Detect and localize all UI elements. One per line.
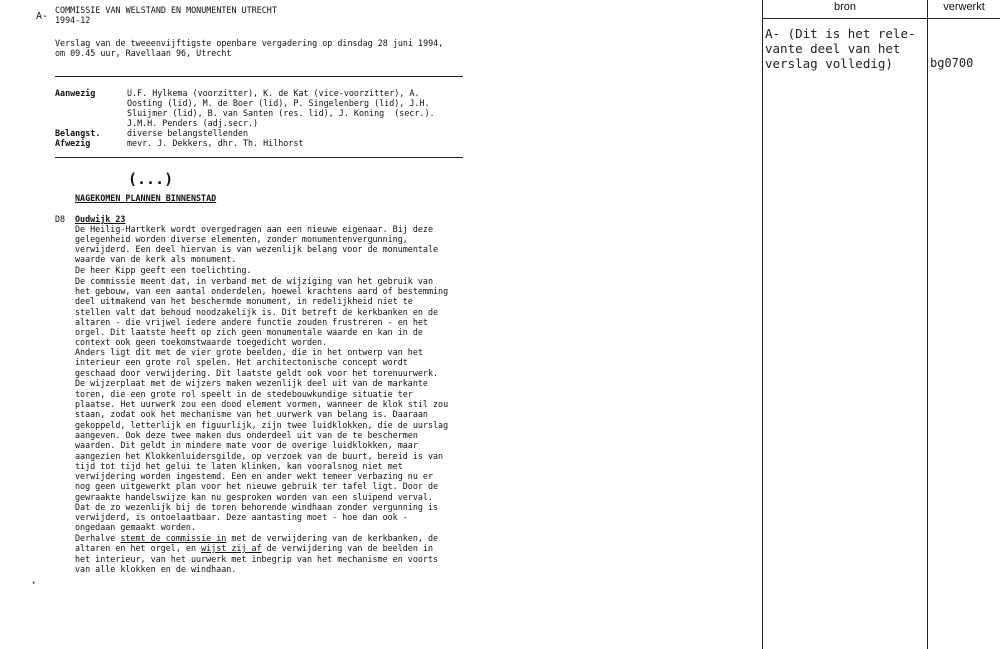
body-line: waarde van de kerk als monument.: [75, 254, 237, 264]
body-line: De heer Kipp geeft een toelichting.: [75, 265, 252, 275]
body-line: gelegenheid worden diverse elementen, zonder monumentenvergunning,: [75, 234, 408, 244]
body-line: aangeven. Ook deze twee maken dus onderdeel uit van de te beschermen: [75, 430, 418, 440]
bron-note-line-1: A- (Dit is het rele-: [765, 26, 916, 41]
body-line: deel uitmakend van het beschermde monument, in redelijkheid niet te: [75, 296, 413, 306]
conclusion-reject: wijst zij af: [201, 543, 262, 553]
conclusion-text: met de verwijdering van de kerkbanken, de: [226, 533, 439, 543]
item-code: D8: [55, 214, 66, 224]
body-line: ongedaan gemaakt worden.: [75, 522, 197, 532]
verwerkt-code: bg0700: [930, 56, 974, 70]
body-line: orgel. Dit laatste heeft op zich geen monumentale waarde en kan in de: [75, 327, 423, 337]
table-header-rule: [762, 18, 1000, 19]
body-line: stellen valt dat behoud noodzakelijk is. Dit betreft de kerkbanken en de: [75, 307, 439, 317]
present-label: Aanwezig: [55, 88, 96, 98]
intro-line-2: om 09.45 uur, Ravellaan 96, Utrecht: [55, 48, 232, 58]
body-line: gekoppeld, letterlijk en figuurlijk, zijn twee luidklokken, die de uurslag: [75, 420, 449, 430]
body-line: staan, zodat ook het mechanisme van het uurwerk van belang is. Daaraan: [75, 409, 428, 419]
body-line: tijd tot tijd het gelui te laten klinken, kan vooralsnog niet met: [75, 461, 403, 471]
body-line: aangezien het Klokkenluidersgilde, op verzoek van de buurt, bereid is van: [75, 451, 444, 461]
header-verwerkt: verwerkt: [943, 1, 985, 13]
body-line: interieur een grote rol spelen. Het architectonische concept wordt: [75, 357, 408, 367]
body-line: verwijderd. Een deel hiervan is van wezenlijk belang voor de monumentale: [75, 244, 439, 254]
body-line: geschaad door verwijdering. Dit laatste geldt ook voor het torenuurwerk.: [75, 368, 439, 378]
interested-value: diverse belangstellenden: [127, 128, 249, 138]
divider-top: [55, 76, 463, 77]
conclusion-line-2: [75, 543, 433, 553]
table-column-divider: [927, 0, 928, 649]
body-line: De Heilig-Hartkerk wordt overgedragen aan een nieuwe eigenaar. Bij deze: [75, 224, 433, 234]
conclusion-line-3: het interieur, van het uurwerk met inbegrip van het mechanisme en voorts: [75, 554, 439, 564]
body-line: Anders ligt dit met de vier grote beelden, die in het ontwerp van het: [75, 347, 423, 357]
body-line: waarden. Dit geldt in mindere mate voor de overige luidklokken, maar: [75, 440, 418, 450]
body-line: nog geen uitgewerkt plan voor het nieuwe gebruik ter tafel ligt. Door de: [75, 481, 439, 491]
conclusion-line-1: [75, 533, 438, 543]
item-address: Oudwijk 23: [75, 214, 126, 224]
header-bron: bron: [833, 1, 857, 13]
ellipsis-marker: (...): [128, 170, 174, 188]
body-line: toren, die een grote rol speelt in de stedebouwkundige situatie ter: [75, 389, 413, 399]
body-line: gewraakte handelswijze kan nu gesproken worden van een sluipend verval.: [75, 492, 433, 502]
body-line: De commissie meent dat, in verband met de wijziging van het gebruik van: [75, 276, 433, 286]
body-line: De wijzerplaat met de wijzers maken wezenlijk deel uit van de markante: [75, 378, 428, 388]
present-line-2: Oosting (lid), M. de Boer (lid), P. Singelenberg (lid), J.H.: [127, 98, 430, 108]
bron-note-line-2: vante deel van het: [765, 41, 901, 56]
present-line-3: Sluijmer (lid), B. van Santen (res. lid), J. Koning (secr.).: [127, 108, 435, 118]
interested-label: Belangst.: [55, 128, 101, 138]
conclusion-text: Derhalve: [75, 533, 121, 543]
doc-number: 1994-12: [55, 15, 91, 25]
margin-marker: A-: [36, 11, 49, 22]
conclusion-approve: stemt de commissie in: [120, 533, 227, 543]
body-line: plaatse. Het uurwerk zou een dood element vormen, wanneer de klok stil zou: [75, 399, 449, 409]
org-title: COMMISSIE VAN WELSTAND EN MONUMENTEN UTRECHT: [55, 5, 277, 15]
table-left-border: [762, 0, 763, 649]
body-line: verwijdering worden ingestemd. Een en ander wekt temeer verbazing nu er: [75, 471, 433, 481]
body-line: altaren - die vrijwel iedere andere functie zouden frustreren - en het: [75, 317, 428, 327]
absent-value: mevr. J. Dekkers, dhr. Th. Hilhorst: [127, 138, 304, 148]
body-line: het gebouw, van een aantal onderdelen, hoewel krachtens aard of bestemming: [75, 286, 449, 296]
stray-mark: ·: [30, 576, 38, 590]
bron-note-line-3: verslag volledig): [765, 56, 893, 71]
conclusion-line-4: van alle klokken en de windhaan.: [75, 564, 237, 574]
intro-line-1: Verslag van de tweeenvijftigste openbare vergadering op dinsdag 28 juni 1994,: [55, 38, 444, 48]
present-line-1: U.F. Hylkema (voorzitter), K. de Kat (vice-voorzitter), A.: [127, 88, 420, 98]
divider-bottom: [55, 157, 463, 158]
absent-label: Afwezig: [55, 138, 91, 148]
present-line-4: J.M.H. Penders (adj.secr.): [127, 118, 259, 128]
conclusion-text: de verwijdering van de beelden in: [261, 543, 434, 553]
section-heading: NAGEKOMEN PLANNEN BINNENSTAD: [75, 193, 217, 203]
body-line: Dat de zo wezenlijk bij de toren behorende windhaan zonder vergunning is: [75, 502, 439, 512]
body-line: context ook geen toekomstwaarde toegedicht worden.: [75, 337, 328, 347]
conclusion-text: altaren en het orgel, en: [75, 543, 202, 553]
body-line: verwijderd, is ontoelaatbaar. Deze aantasting moet - hoe dan ook -: [75, 512, 408, 522]
